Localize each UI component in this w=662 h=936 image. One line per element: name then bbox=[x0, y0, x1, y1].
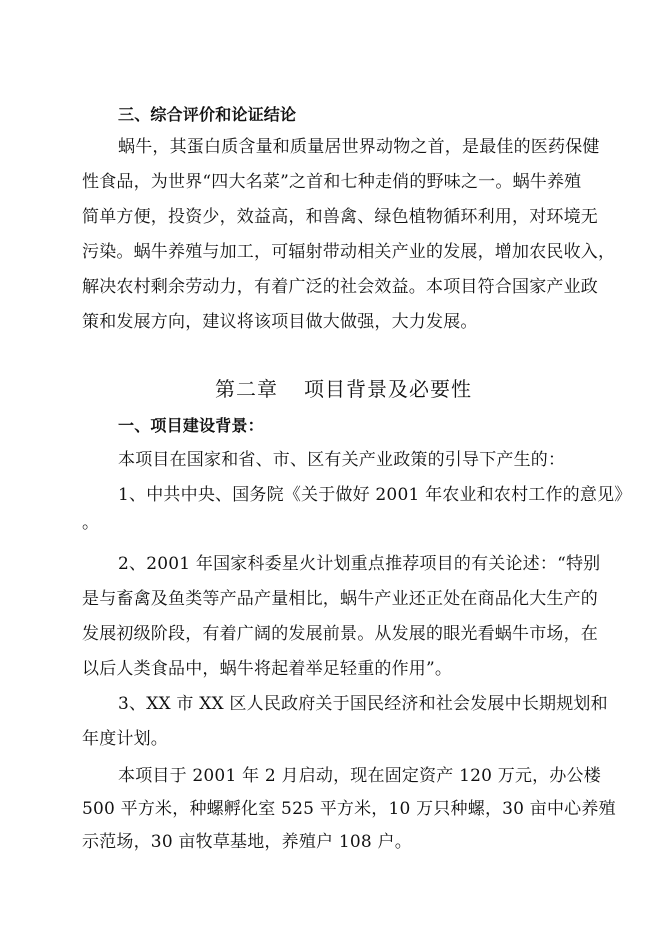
paragraph-line: 污染。蜗牛养殖与加工，可辐射带动相关产业的发展，增加农民收入， bbox=[82, 242, 616, 262]
paragraph-line: 策和发展方向，建议将该项目做大做强，大力发展。 bbox=[82, 312, 478, 332]
status-line: 示范场，30 亩牧草基地，养殖户 108 户。 bbox=[82, 832, 412, 852]
item-one-period: 。 bbox=[82, 513, 100, 533]
paragraph-line: 解决农村剩余劳动力，有着广泛的社会效益。本项目符合国家产业政 bbox=[82, 277, 598, 297]
item-three-line: 3、XX 市 XX 区人民政府关于国民经济和社会发展中长期规划和 bbox=[118, 694, 608, 714]
section-three-heading: 三、综合评价和论证结论 bbox=[118, 105, 297, 124]
background-intro: 本项目在国家和省、市、区有关产业政策的引导下产生的： bbox=[118, 450, 566, 470]
status-line: 500 平方米，种螺孵化室 525 平方米，10 万只种螺，30 亩中心养殖 bbox=[82, 799, 616, 819]
paragraph-line: 蜗牛，其蛋白质含量和质量居世界动物之首，是最佳的医药保健 bbox=[118, 137, 600, 157]
chapter-title: 项目背景及必要性 bbox=[304, 377, 472, 401]
item-two-line: 以后人类食品中，蜗牛将起着举足轻重的作用”。 bbox=[82, 659, 453, 679]
item-two-line: 2、2001 年国家科委星火计划重点推荐项目的有关论述：“特别 bbox=[118, 554, 601, 574]
paragraph-line: 性食品，为世界“四大名菜”之首和七种走俏的野味之一。蜗牛养殖 bbox=[82, 172, 582, 192]
item-one-line: 1、中共中央、国务院《关于做好 2001 年农业和农村工作的意见》 bbox=[118, 485, 632, 505]
background-heading: 一、项目建设背景： bbox=[118, 416, 264, 435]
paragraph-line: 简单方便，投资少，效益高，和兽禽、绿色植物循环利用，对环境无 bbox=[82, 207, 598, 227]
item-two-line: 是与畜禽及鱼类等产品产量相比，蜗牛产业还正处在商品化大生产的 bbox=[82, 589, 598, 609]
chapter-number: 第二章 bbox=[215, 377, 278, 401]
item-three-line: 年度计划。 bbox=[82, 729, 168, 749]
item-two-line: 发展初级阶段，有着广阔的发展前景。从发展的眼光看蜗牛市场，在 bbox=[82, 624, 598, 644]
status-line: 本项目于 2001 年 2 月启动，现在固定资产 120 万元，办公楼 bbox=[118, 766, 601, 786]
chapter-heading bbox=[215, 376, 472, 402]
